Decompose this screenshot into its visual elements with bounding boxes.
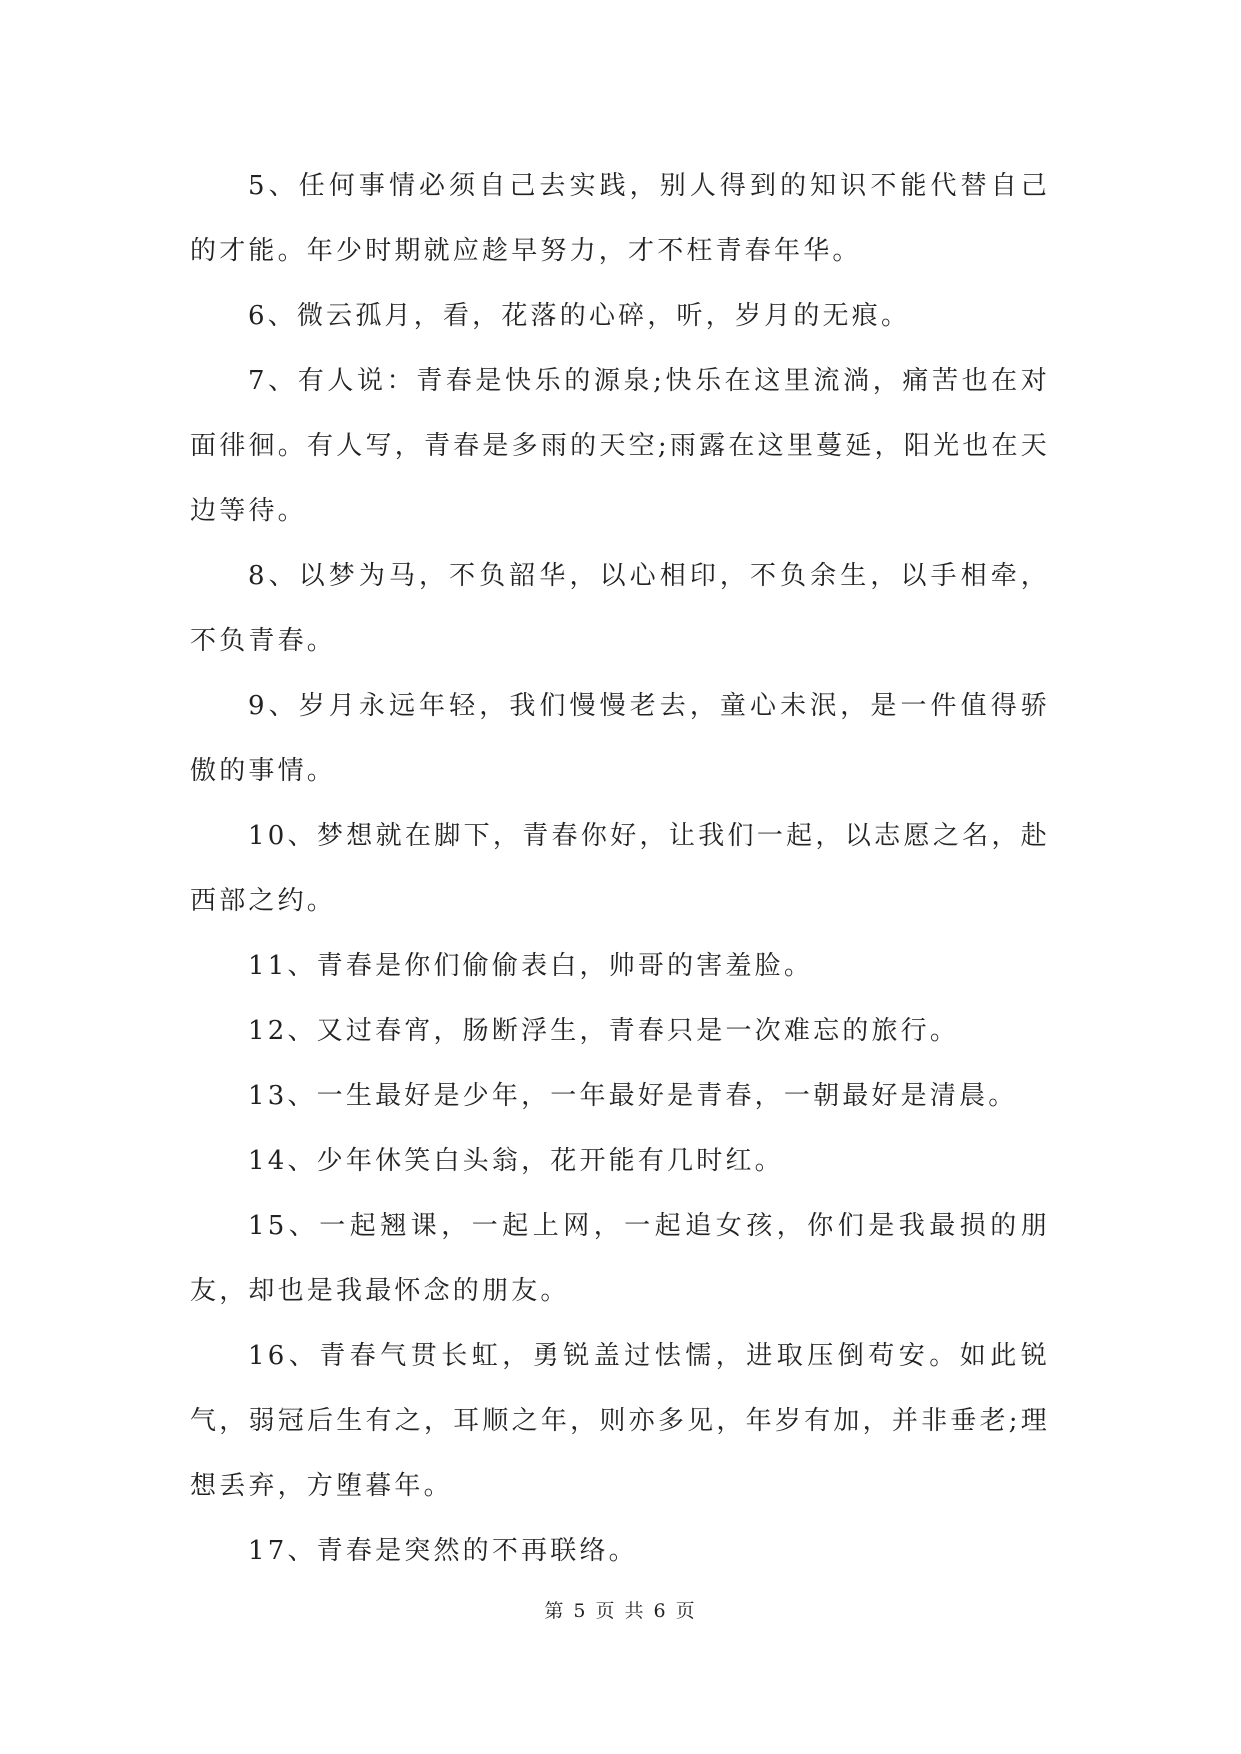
paragraph-10: 10、梦想就在脚下，青春你好，让我们一起，以志愿之名，赴西部之约。 — [190, 821, 1050, 916]
paragraph-16: 16、青春气贯长虹，勇锐盖过怯懦，进取压倒苟安。如此锐气，弱冠后生有之，耳顺之年，则亦多见，年岁有加，并非垂老;理想丢弃，方堕暮年。 — [190, 1341, 1050, 1501]
paragraph-15: 15、一起翘课，一起上网，一起追女孩，你们是我最损的朋友，却也是我最怀念的朋友。 — [190, 1211, 1050, 1306]
paragraph-14: 14、少年休笑白头翁，花开能有几时红。 — [248, 1146, 784, 1176]
paragraph-11: 11、青春是你们偷偷表白，帅哥的害羞脸。 — [248, 951, 814, 981]
paragraph-13: 13、一生最好是少年，一年最好是青春，一朝最好是清晨。 — [248, 1081, 1018, 1111]
paragraph-6: 6、微云孤月，看，花落的心碎，听，岁月的无痕。 — [248, 301, 911, 331]
paragraph-5: 5、任何事情必须自己去实践，别人得到的知识不能代替自己的才能。年少时期就应趁早努力，才不枉青春年华。 — [190, 171, 1050, 266]
document-body — [190, 154, 1050, 1584]
page-footer: 第 5 页 共 6 页 — [544, 1600, 697, 1622]
paragraph-7: 7、有人说：青春是快乐的源泉;快乐在这里流淌，痛苦也在对面徘徊。有人写，青春是多雨的天空;雨露在这里蔓延，阳光也在天边等待。 — [190, 366, 1050, 526]
paragraph-17: 17、青春是突然的不再联络。 — [248, 1536, 638, 1566]
paragraph-12: 12、又过春宵，肠断浮生，青春只是一次难忘的旅行。 — [248, 1016, 960, 1046]
paragraph-8: 8、以梦为马，不负韶华，以心相印，不负余生，以手相牵，不负青春。 — [190, 561, 1050, 656]
paragraph-9: 9、岁月永远年轻，我们慢慢老去，童心未泯，是一件值得骄傲的事情。 — [190, 691, 1050, 786]
